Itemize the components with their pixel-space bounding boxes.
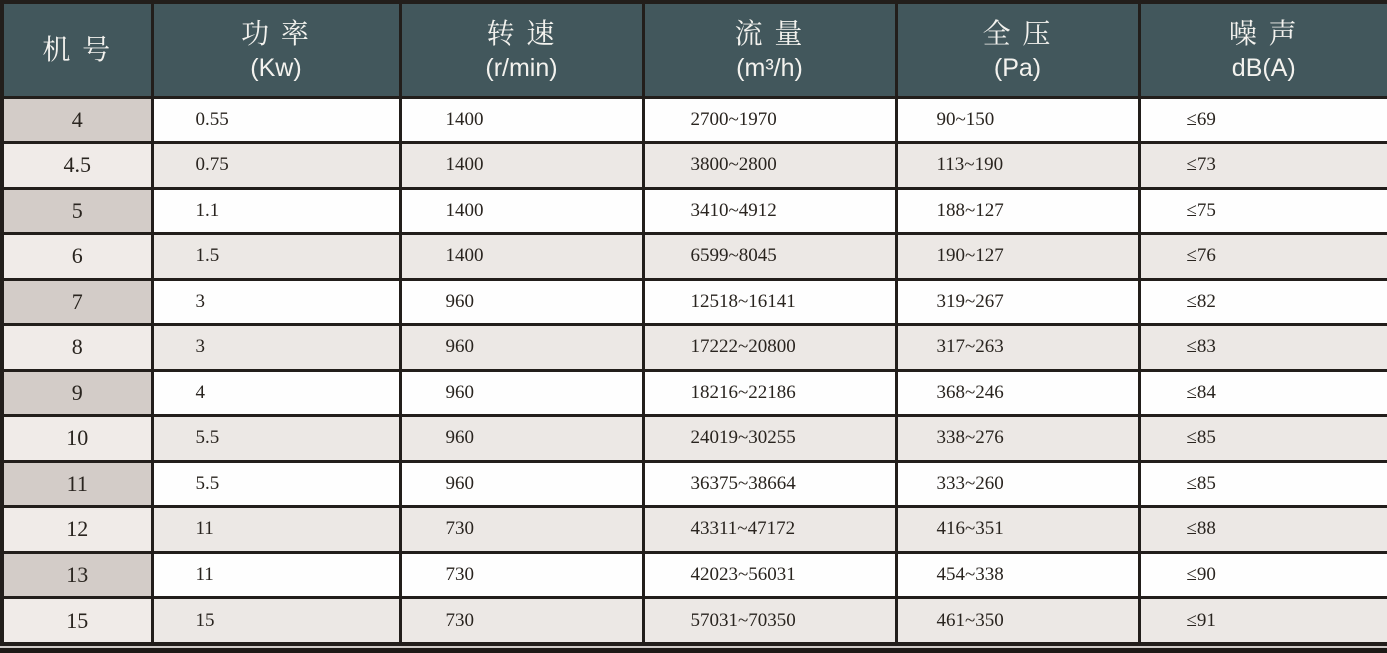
table-cell-power: 4 [152,370,400,416]
column-header-flow [643,2,896,97]
table-row [2,416,1387,462]
table-cell-model: 15 [2,598,152,644]
table-cell-speed: 1400 [400,188,643,234]
table-cell-model: 10 [2,416,152,462]
table-cell-pressure: 188~127 [896,188,1139,234]
table-cell-speed: 960 [400,370,643,416]
table-cell-pressure: 454~338 [896,552,1139,598]
table-cell-pressure: 319~267 [896,279,1139,325]
table-cell-noise: ≤90 [1139,552,1387,598]
table-cell-flow: 3410~4912 [643,188,896,234]
table-cell-noise: ≤88 [1139,507,1387,553]
table-cell-flow: 36375~38664 [643,461,896,507]
table-cell-model: 4.5 [2,143,152,189]
table-cell-power: 1.5 [152,234,400,280]
table-row [2,461,1387,507]
table-cell-pressure: 90~150 [896,97,1139,143]
column-header-unit: (r/min) [485,53,558,82]
table-cell-flow: 42023~56031 [643,552,896,598]
table-cell-flow: 57031~70350 [643,598,896,644]
header-row [2,2,1387,97]
table-row [2,188,1387,234]
table-cell-model: 13 [2,552,152,598]
table-cell-pressure: 461~350 [896,598,1139,644]
table-cell-noise: ≤84 [1139,370,1387,416]
table-row [2,143,1387,189]
table-row [2,598,1387,644]
table-cell-flow: 24019~30255 [643,416,896,462]
table-row [2,552,1387,598]
column-header-unit: (Kw) [250,53,302,82]
column-header-unit: (m³/h) [736,53,803,82]
table-cell-flow: 3800~2800 [643,143,896,189]
table-cell-model: 4 [2,97,152,143]
table-cell-flow: 2700~1970 [643,97,896,143]
table-cell-speed: 1400 [400,97,643,143]
column-header-unit: dB(A) [1231,53,1296,82]
table-cell-noise: ≤75 [1139,188,1387,234]
table-row [2,97,1387,143]
table-cell-flow: 18216~22186 [643,370,896,416]
table-cell-pressure: 338~276 [896,416,1139,462]
table-cell-power: 1.1 [152,188,400,234]
column-header-model-number [2,2,152,97]
table-cell-noise: ≤82 [1139,279,1387,325]
table-cell-speed: 1400 [400,143,643,189]
table-cell-speed: 960 [400,461,643,507]
column-header-title: 全 压 [982,17,1053,49]
table-cell-pressure: 317~263 [896,325,1139,371]
table-row [2,234,1387,280]
table-cell-pressure: 416~351 [896,507,1139,553]
table-row [2,507,1387,553]
column-header-title: 转 速 [486,17,557,49]
table-cell-flow: 43311~47172 [643,507,896,553]
column-header-noise [1139,2,1387,97]
bottom-border-bar [0,648,1387,653]
table-cell-speed: 730 [400,598,643,644]
column-header-title: 功 率 [241,17,311,49]
column-header-title: 噪 声 [1228,17,1299,49]
table-cell-noise: ≤83 [1139,325,1387,371]
table-cell-speed: 1400 [400,234,643,280]
table-row [2,370,1387,416]
column-header-title: 流 量 [734,17,805,49]
table-cell-speed: 730 [400,552,643,598]
table-cell-noise: ≤85 [1139,461,1387,507]
table-cell-flow: 12518~16141 [643,279,896,325]
column-header-title: 机 号 [42,34,113,66]
table-cell-power: 15 [152,598,400,644]
table-cell-power: 3 [152,279,400,325]
table-cell-flow: 6599~8045 [643,234,896,280]
table-cell-model: 5 [2,188,152,234]
table-cell-flow: 17222~20800 [643,325,896,371]
column-header-pressure [896,2,1139,97]
table-cell-power: 3 [152,325,400,371]
table-cell-pressure: 113~190 [896,143,1139,189]
table-cell-pressure: 333~260 [896,461,1139,507]
table-cell-noise: ≤69 [1139,97,1387,143]
table-cell-power: 11 [152,507,400,553]
column-header-power [152,2,400,97]
table-cell-model: 6 [2,234,152,280]
table-cell-noise: ≤85 [1139,416,1387,462]
table-cell-model: 11 [2,461,152,507]
table-cell-speed: 960 [400,279,643,325]
table-cell-model: 9 [2,370,152,416]
table-cell-model: 7 [2,279,152,325]
table-cell-power: 5.5 [152,416,400,462]
table-row [2,325,1387,371]
table-cell-noise: ≤91 [1139,598,1387,644]
table-cell-power: 5.5 [152,461,400,507]
column-header-unit: (Pa) [993,53,1042,82]
table-cell-model: 8 [2,325,152,371]
table-cell-model: 12 [2,507,152,553]
table-cell-noise: ≤73 [1139,143,1387,189]
table-cell-speed: 960 [400,416,643,462]
table-cell-speed: 960 [400,325,643,371]
table-cell-noise: ≤76 [1139,234,1387,280]
table-cell-power: 11 [152,552,400,598]
table-row [2,279,1387,325]
table-cell-power: 0.75 [152,143,400,189]
table-cell-pressure: 190~127 [896,234,1139,280]
table-cell-speed: 730 [400,507,643,553]
table-cell-pressure: 368~246 [896,370,1139,416]
column-header-speed [400,2,643,97]
table-cell-power: 0.55 [152,97,400,143]
